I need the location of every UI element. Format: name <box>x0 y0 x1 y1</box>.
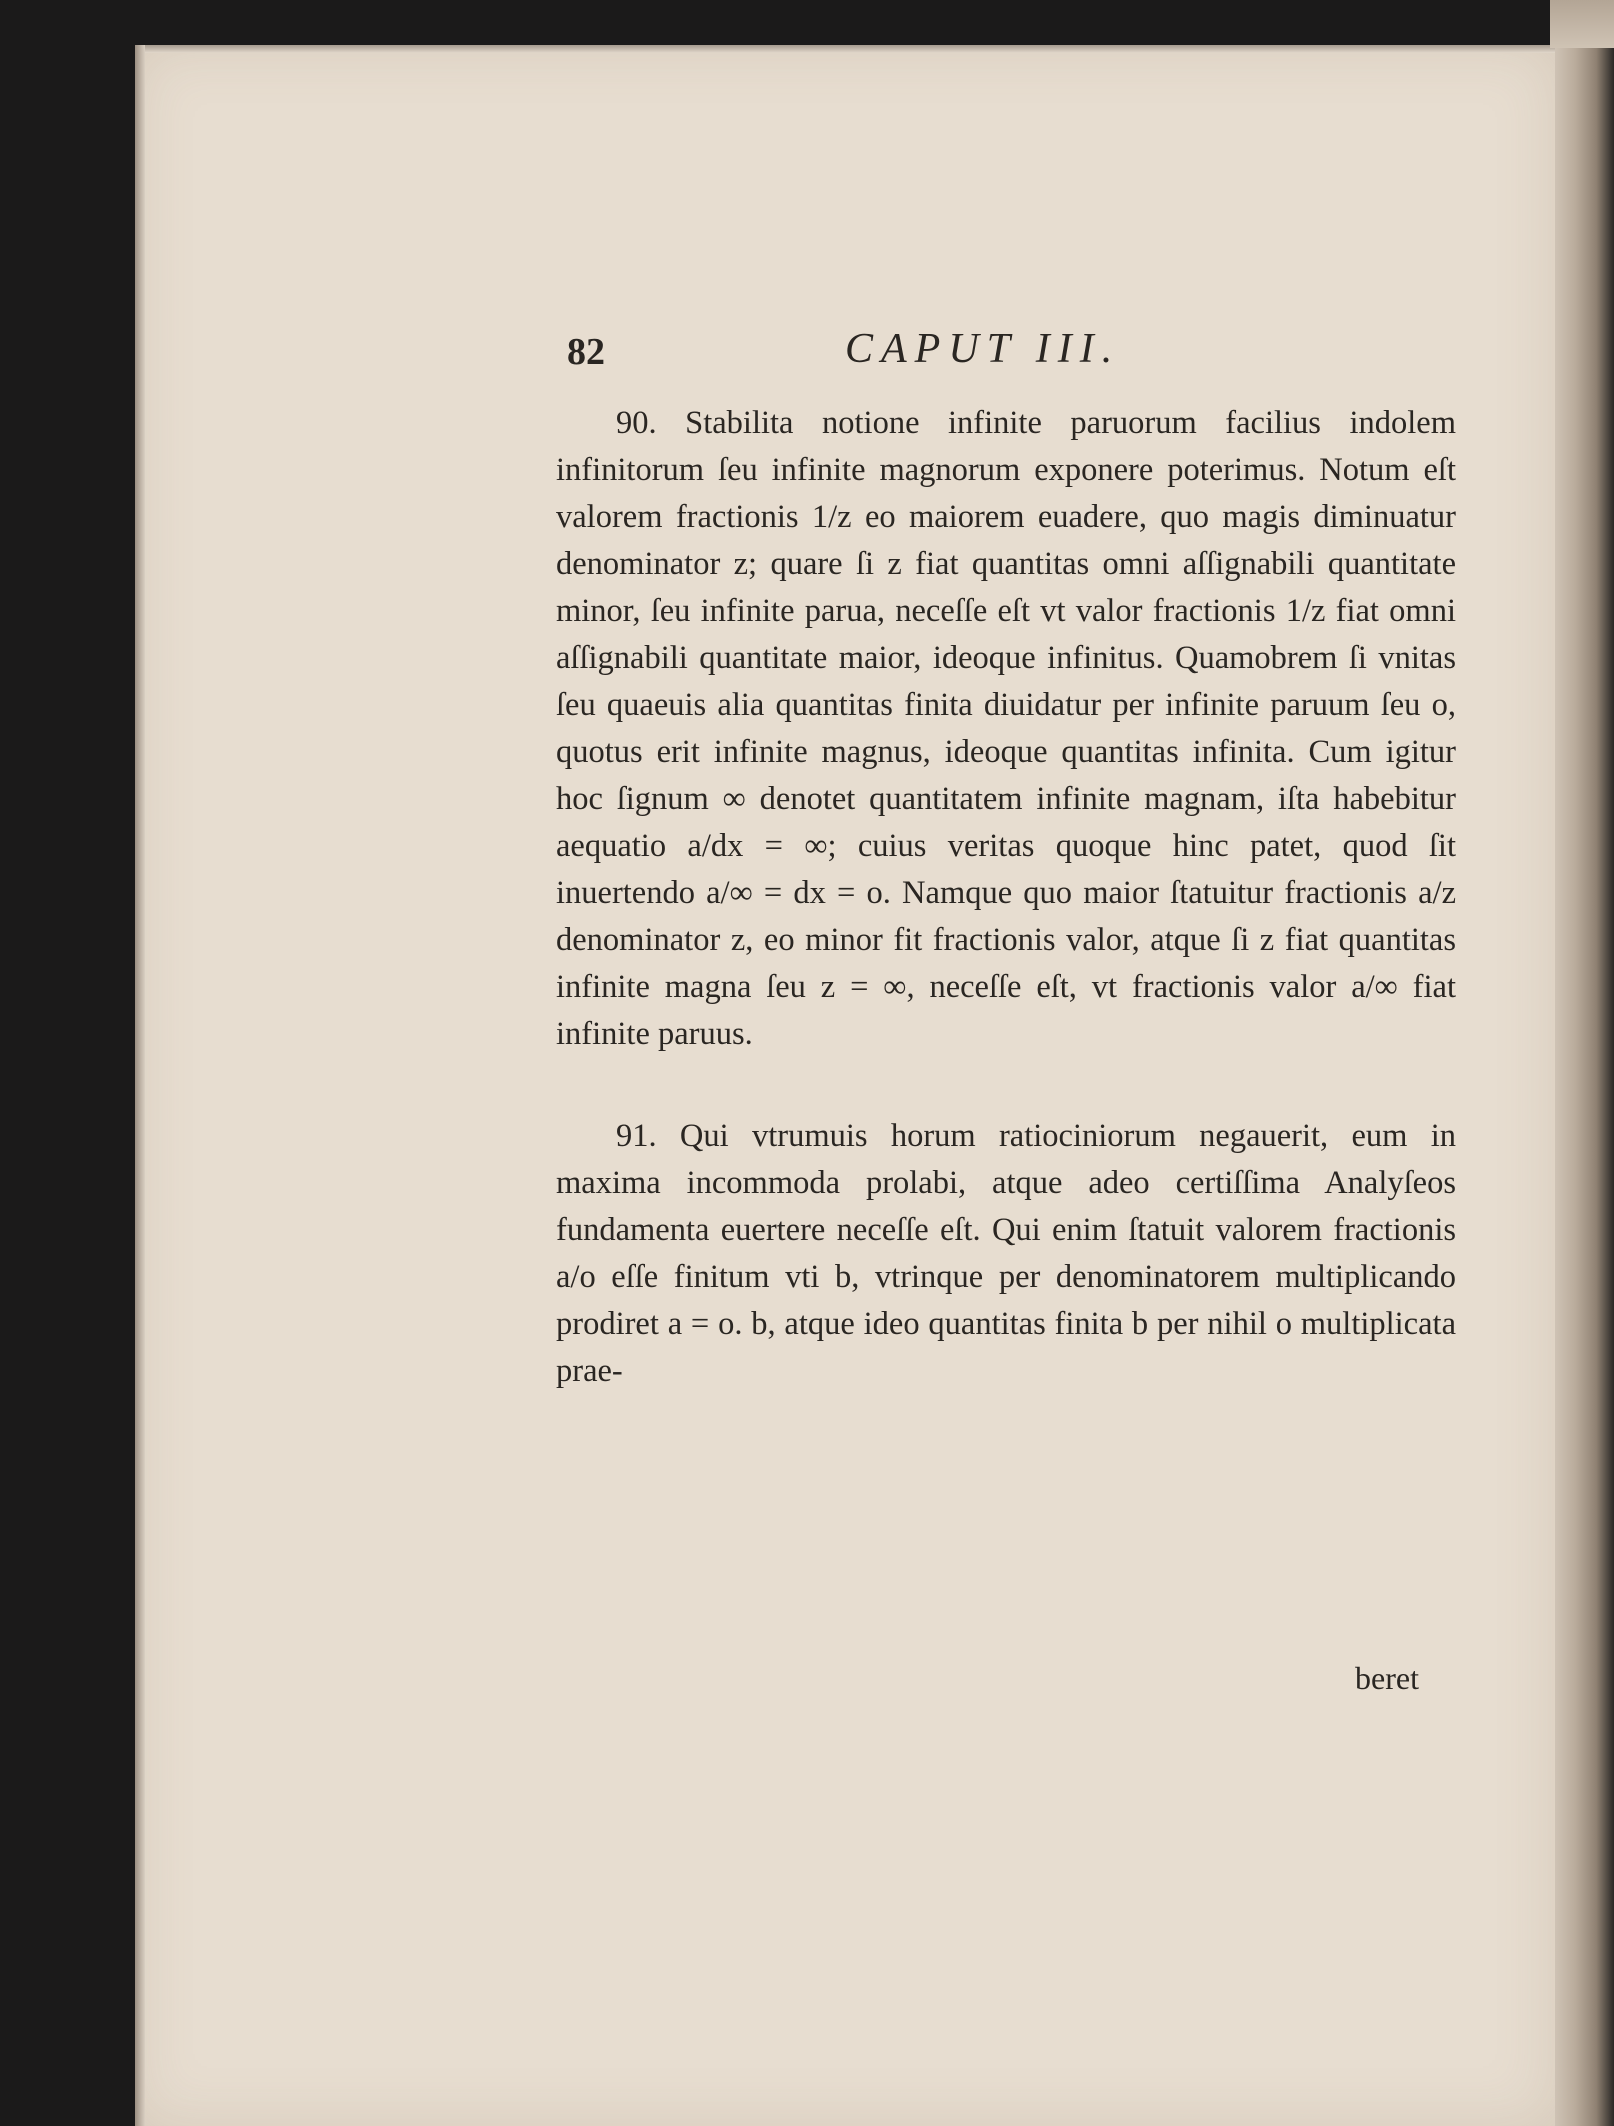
page-top-edge <box>135 45 1555 53</box>
page-left-edge <box>135 45 145 2126</box>
paragraph-number: 90. <box>616 405 657 441</box>
page-number: 82 <box>567 331 605 373</box>
running-title: CAPUT III. <box>845 326 1121 372</box>
page-body <box>556 400 1456 1395</box>
paragraph-90 <box>556 400 1456 1058</box>
book-fore-edge <box>1555 30 1614 2126</box>
catchword: beret <box>1355 1660 1419 1696</box>
paragraph-number: 91. <box>616 1118 657 1154</box>
paragraph-91 <box>556 1113 1456 1395</box>
page-corner <box>1550 0 1614 48</box>
paragraph-text: Stabilita notione infinite paruorum facilius indolem infinitorum ſeu infinite magnorum exponere poterimus. Notum eſt valorem fractionis 1/z eo maiorem euadere, quo magis diminuatur denominator z; quare ſi z fiat quantitas omni aſſignabili quantitate minor, ſeu infinite parua, neceſſe eſt vt valor fractionis 1/z fiat omni aſſignabili quantitate maior, ideoque infinitus. Quamobrem ſi vnitas ſeu quaeuis alia quantitas finita diuidatur per infinite paruum ſeu o, quotus erit infinite magnus, ideoque quantitas infinita. Cum igitur hoc ſignum ∞ denotet quantitatem infinite magnam, iſta habebitur aequatio a/dx = ∞; cuius veritas quoque hinc patet, quod ſit inuertendo a/∞ = dx = o. Namque quo maior ſtatuitur fractionis a/z denominator z, eo minor fit fractionis valor, atque ſi z fiat quantitas infinite magna ſeu z = ∞, neceſſe eſt, vt fractionis valor a/∞ fiat infinite paruus. <box>556 405 1456 1052</box>
paragraph-text: Qui vtrumuis horum ratiociniorum negauerit, eum in maxima incommoda prolabi, atque adeo certiſſima Analyſeos fundamenta euertere neceſſe eſt. Qui enim ſtatuit valorem fractionis a/o eſſe finitum vti b, vtrinque per denominatorem multiplicando prodiret a = o. b, atque ideo quantitas finita b per nihil o multiplicata prae- <box>556 1118 1456 1389</box>
